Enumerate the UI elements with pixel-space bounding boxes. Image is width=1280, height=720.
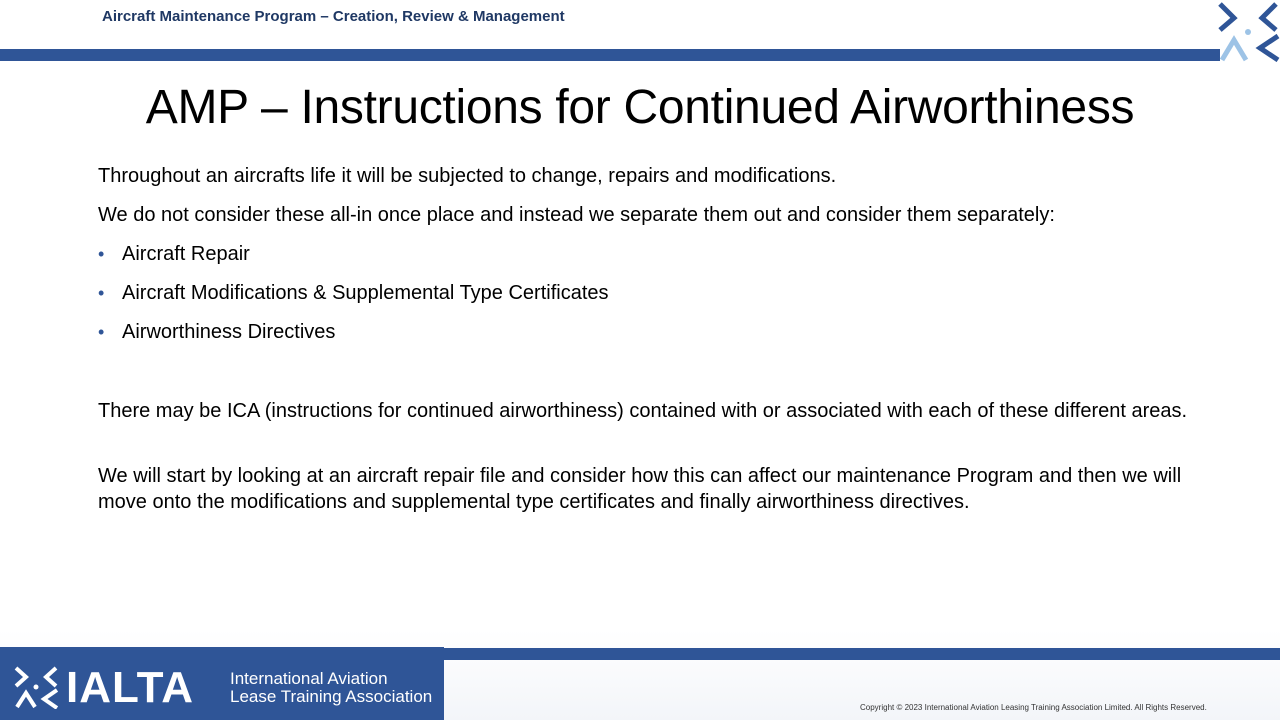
list-item (98, 280, 609, 306)
ialta-name-line2: Lease Training Association (230, 687, 433, 706)
change-types-list (98, 241, 609, 358)
ica-paragraph: There may be ICA (instructions for continued airworthiness) contained with or associated with each of these different areas. (98, 400, 1188, 422)
bullet-dot-icon: • (98, 322, 105, 342)
bullet-dot-icon: • (98, 244, 105, 264)
list-item (98, 319, 609, 345)
slide-title: AMP – Instructions for Continued Airworthiness (145, 81, 1135, 134)
ialta-name-line1: International Aviation (230, 669, 388, 688)
next-steps-paragraph: We will start by looking at an aircraft repair file and consider how this can affect our maintenance Program and then we will move onto the modifications and supplemental type certificates and finally airworthiness directives. (98, 465, 1182, 513)
list-item-label: Airworthiness Directives (122, 321, 336, 343)
ialta-wordmark: IALTA (66, 663, 194, 712)
ialta-mark-icon (14, 665, 58, 709)
copyright-notice: Copyright © 2023 International Aviation Leasing Training Association Limited. All Rights Reserved. (860, 703, 1207, 712)
list-item-label: Aircraft Modifications & Supplemental Type Certificates (122, 282, 609, 304)
list-item-label: Aircraft Repair (122, 243, 250, 265)
ialta-logo-icon (1216, 0, 1280, 62)
list-item (98, 241, 609, 267)
footer-divider-bar (440, 648, 1280, 660)
header-divider-bar (0, 49, 1220, 61)
separation-paragraph: We do not consider these all-in once place and instead we separate them out and consider them separately: (98, 204, 1055, 226)
intro-paragraph: Throughout an aircrafts life it will be subjected to change, repairs and modifications. (98, 165, 837, 187)
header-title: Aircraft Maintenance Program – Creation, Review & Management (102, 8, 565, 25)
bullet-dot-icon: • (98, 283, 105, 303)
